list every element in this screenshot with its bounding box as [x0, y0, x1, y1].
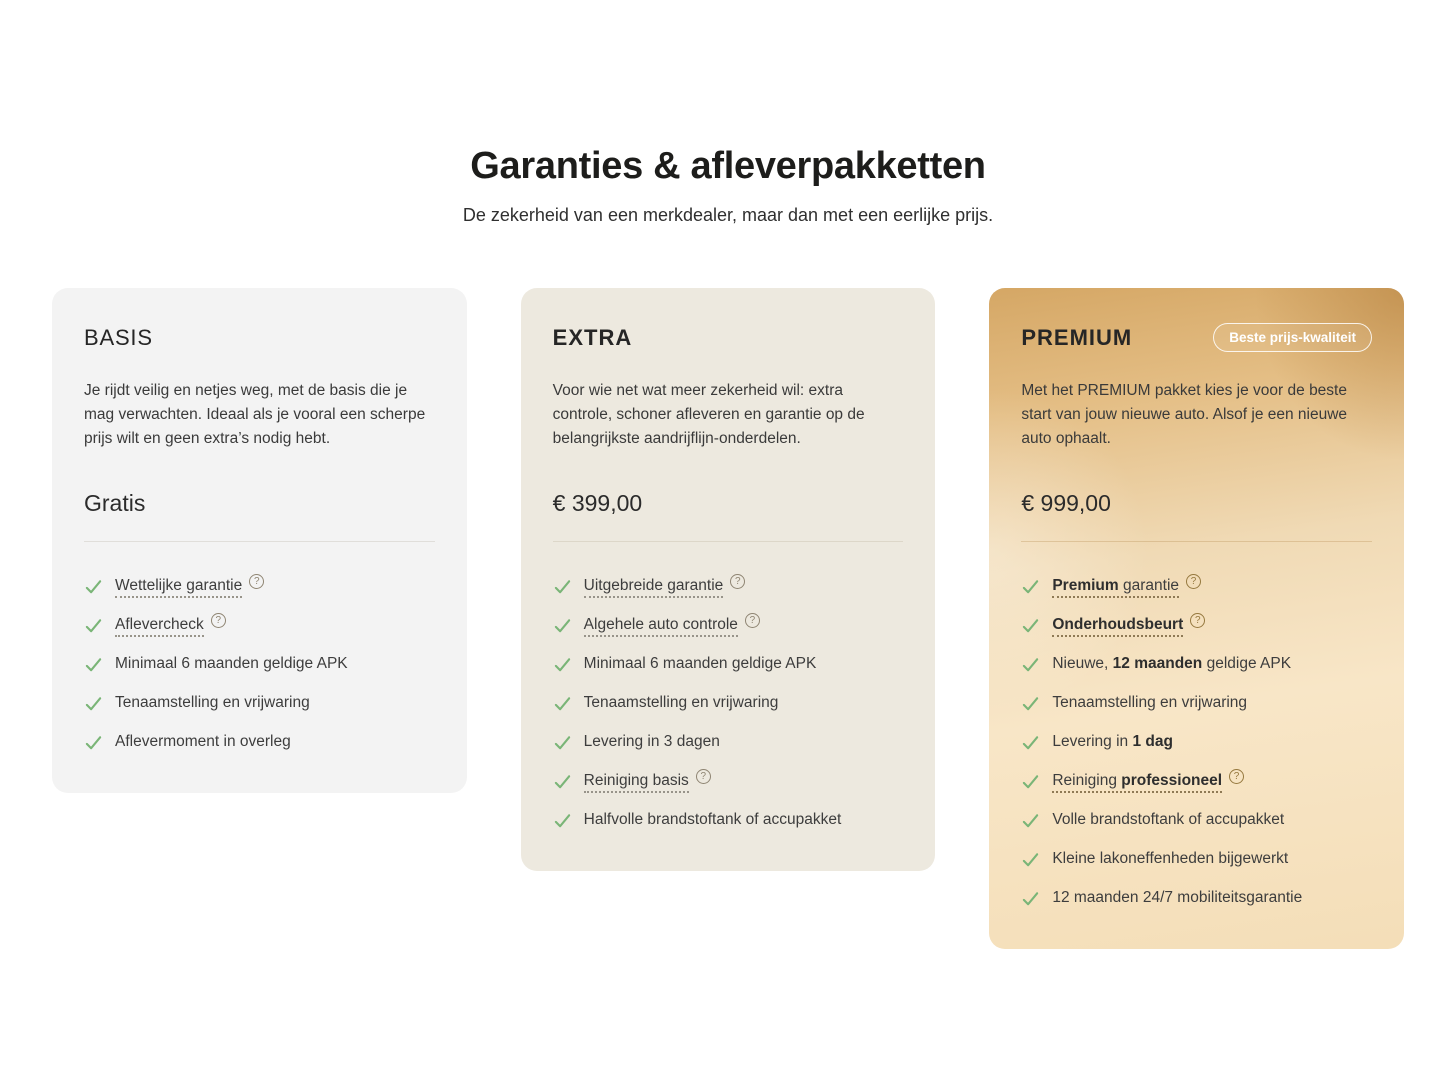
- section-header: [0, 0, 1456, 226]
- page-title: Garanties & afleverpakketten: [470, 145, 986, 187]
- feature-text: Aflevermoment in overleg: [115, 732, 291, 750]
- help-icon[interactable]: ?: [1186, 574, 1201, 589]
- feature-item: [1021, 887, 1372, 909]
- feature-item: [1021, 770, 1372, 792]
- divider: [553, 541, 904, 542]
- feature-term[interactable]: Premium garantie: [1052, 577, 1179, 598]
- feature-text: Levering in 1 dag: [1052, 732, 1173, 750]
- feature-label: [584, 770, 711, 792]
- check-icon: [553, 811, 572, 830]
- feature-list: [84, 575, 435, 753]
- feature-label: [1052, 770, 1244, 792]
- feature-text: Levering in 3 dagen: [583, 732, 720, 750]
- help-icon[interactable]: ?: [249, 574, 264, 589]
- help-icon[interactable]: ?: [696, 769, 711, 784]
- feature-label: [115, 575, 264, 597]
- feature-item: [553, 614, 904, 636]
- feature-item: [553, 731, 904, 753]
- check-icon: [1021, 850, 1040, 869]
- package-price: Gratis: [84, 489, 146, 516]
- feature-list: [553, 575, 904, 831]
- feature-label: [1052, 653, 1291, 675]
- package-description: Je rijdt veilig en netjes weg, met de basis die je mag verwachten. Ideaal als je vooral een scherpe prijs wilt en geen extra’s nodig hebt.: [84, 381, 426, 447]
- feature-item: [84, 692, 435, 714]
- package-card-premium: [989, 288, 1404, 949]
- feature-label: [115, 692, 310, 714]
- package-cards: [0, 288, 1456, 949]
- feature-item: [1021, 692, 1372, 714]
- feature-label: [1052, 848, 1288, 870]
- feature-label: [1052, 809, 1284, 831]
- feature-item: [553, 770, 904, 792]
- feature-term[interactable]: Uitgebreide garantie: [584, 577, 724, 598]
- feature-item: [1021, 731, 1372, 753]
- feature-text: Minimaal 6 maanden geldige APK: [115, 654, 348, 672]
- card-header: [1021, 321, 1372, 355]
- feature-label: [584, 614, 760, 636]
- feature-label: [1052, 731, 1173, 753]
- package-title: PREMIUM: [1021, 324, 1133, 350]
- feature-text: Kleine lakoneffenheden bijgewerkt: [1052, 849, 1289, 867]
- help-icon[interactable]: ?: [1190, 613, 1205, 628]
- feature-item: [553, 692, 904, 714]
- check-icon: [84, 655, 103, 674]
- feature-item: [84, 614, 435, 636]
- check-icon: [1021, 811, 1040, 830]
- check-icon: [84, 577, 103, 596]
- feature-term[interactable]: Aflevercheck: [115, 616, 204, 637]
- feature-text: Volle brandstoftank of accupakket: [1052, 810, 1285, 828]
- feature-label: [115, 614, 226, 636]
- check-icon: [553, 616, 572, 635]
- feature-label: [584, 575, 746, 597]
- page-subtitle: De zekerheid van een merkdealer, maar dan met een eerlijke prijs.: [462, 204, 994, 225]
- feature-item: [1021, 614, 1372, 636]
- feature-term[interactable]: Reiniging basis: [584, 772, 689, 793]
- feature-label: [584, 692, 779, 714]
- check-icon: [553, 577, 572, 596]
- feature-term[interactable]: Algehele auto controle: [584, 616, 738, 637]
- check-icon: [84, 694, 103, 713]
- help-icon[interactable]: ?: [730, 574, 745, 589]
- feature-label: [1052, 575, 1201, 597]
- feature-text: Tenaamstelling en vrijwaring: [1052, 693, 1248, 711]
- divider: [1021, 541, 1372, 542]
- feature-label: [584, 731, 720, 753]
- feature-item: [1021, 809, 1372, 831]
- package-description: Met het PREMIUM pakket kies je voor de beste start van jouw nieuwe auto. Alsof je een nieuwe auto ophaalt.: [1021, 381, 1348, 447]
- feature-list: [1021, 575, 1372, 909]
- feature-item: [84, 575, 435, 597]
- check-icon: [1021, 772, 1040, 791]
- feature-label: [584, 653, 817, 675]
- feature-item: [84, 731, 435, 753]
- card-header: [553, 321, 904, 355]
- check-icon: [1021, 655, 1040, 674]
- feature-label: [1052, 692, 1247, 714]
- check-icon: [1021, 616, 1040, 635]
- check-icon: [84, 616, 103, 635]
- feature-text: Tenaamstelling en vrijwaring: [115, 693, 310, 711]
- check-icon: [1021, 577, 1040, 596]
- feature-item: [553, 653, 904, 675]
- feature-label: [115, 653, 348, 675]
- feature-label: [1052, 887, 1302, 909]
- help-icon[interactable]: ?: [1229, 769, 1244, 784]
- check-icon: [1021, 694, 1040, 713]
- feature-text: Minimaal 6 maanden geldige APK: [583, 654, 817, 672]
- check-icon: [84, 733, 103, 752]
- feature-item: [1021, 653, 1372, 675]
- check-icon: [1021, 889, 1040, 908]
- package-card-extra: [521, 288, 936, 871]
- package-price: € 999,00: [1021, 489, 1111, 516]
- feature-term[interactable]: Onderhoudsbeurt: [1052, 616, 1183, 637]
- check-icon: [553, 655, 572, 674]
- feature-text: Halfvolle brandstoftank of accupakket: [583, 810, 842, 828]
- help-icon[interactable]: ?: [211, 613, 226, 628]
- feature-item: [1021, 848, 1372, 870]
- card-header: [84, 321, 435, 355]
- check-icon: [553, 733, 572, 752]
- feature-term[interactable]: Wettelijke garantie: [115, 577, 242, 598]
- package-title: EXTRA: [552, 324, 633, 350]
- divider: [84, 541, 435, 542]
- feature-label: [1052, 614, 1205, 636]
- feature-item: [553, 575, 904, 597]
- feature-item: [553, 809, 904, 831]
- feature-term[interactable]: Reiniging professioneel: [1052, 772, 1222, 793]
- feature-item: [84, 653, 435, 675]
- feature-label: [115, 731, 291, 753]
- best-value-badge: Beste prijs-kwaliteit: [1213, 323, 1372, 352]
- feature-text: Nieuwe, 12 maanden geldige APK: [1052, 654, 1292, 672]
- check-icon: [553, 694, 572, 713]
- package-price: € 399,00: [552, 489, 643, 516]
- feature-text: 12 maanden 24/7 mobiliteitsgarantie: [1052, 888, 1303, 906]
- feature-item: [1021, 575, 1372, 597]
- check-icon: [553, 772, 572, 791]
- feature-text: Tenaamstelling en vrijwaring: [583, 693, 779, 711]
- package-title: BASIS: [84, 324, 153, 350]
- package-card-basis: [52, 288, 467, 793]
- feature-label: [584, 809, 842, 831]
- check-icon: [1021, 733, 1040, 752]
- help-icon[interactable]: ?: [745, 613, 760, 628]
- package-description: Voor wie net wat meer zekerheid wil: extra controle, schoner afleveren en garantie op de belangrijkste aandrijflijn-onderdelen.: [552, 381, 865, 447]
